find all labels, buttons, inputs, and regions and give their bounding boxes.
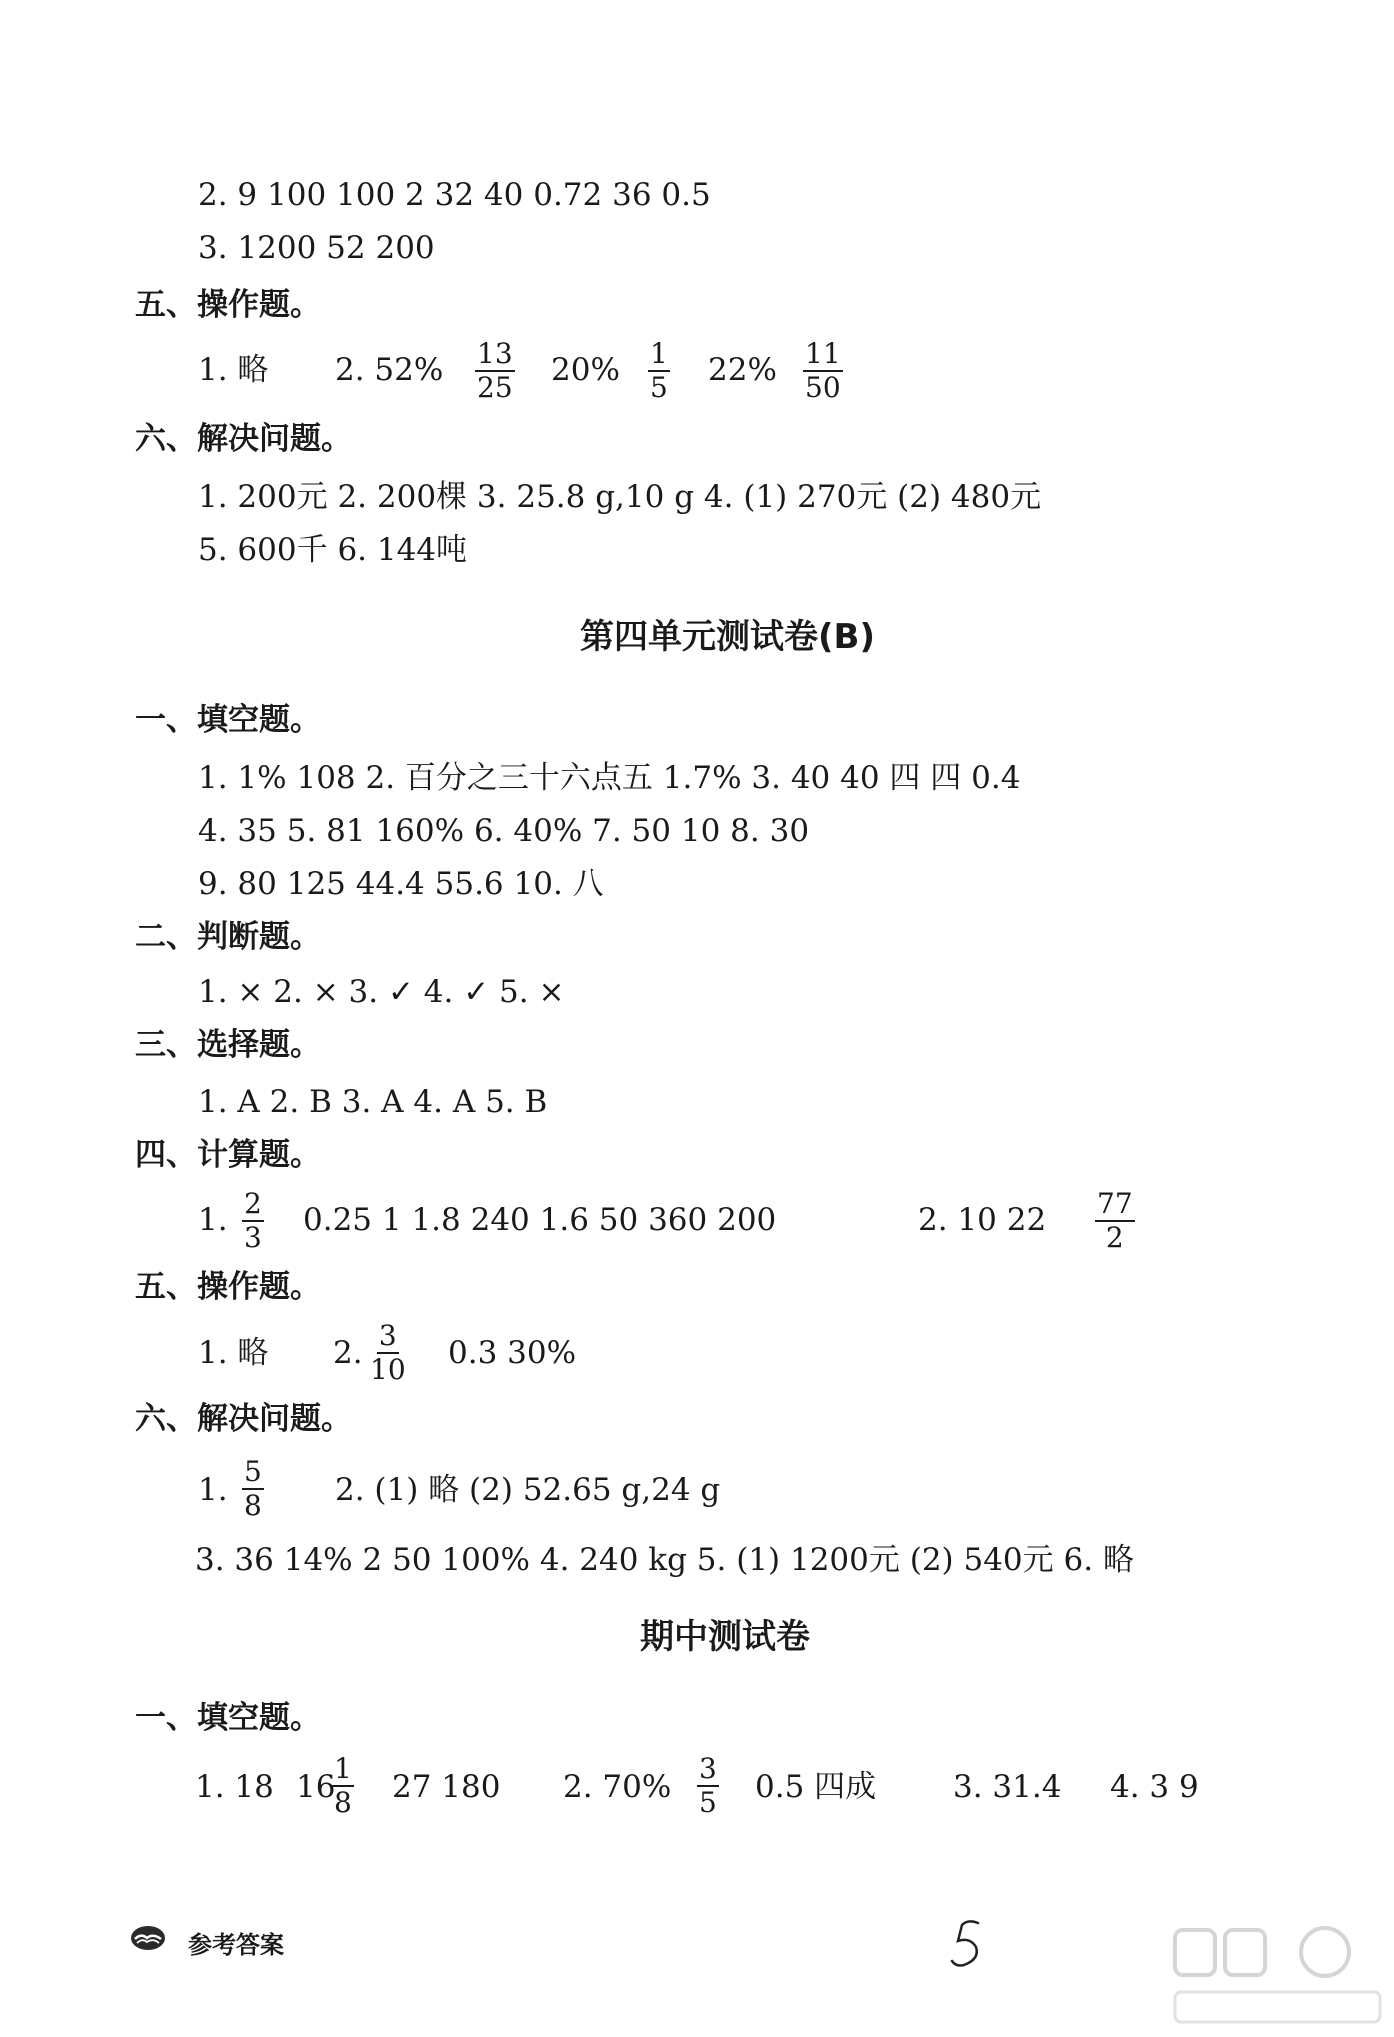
fraction <box>242 1455 264 1522</box>
fraction-denominator: 50 <box>805 371 841 404</box>
fraction-numerator: 3 <box>699 1752 717 1785</box>
fraction-denominator: 3 <box>244 1221 262 1254</box>
answer-item: 0.3 30% <box>448 1335 577 1371</box>
answer-line: 1. A 2. B 3. A 4. A 5. B <box>198 1084 548 1120</box>
mixed-number-whole: 16 <box>296 1769 336 1805</box>
answer-line-2: 2. 9 100 100 2 32 40 0.72 36 0.5 <box>198 177 711 213</box>
book-icon <box>130 1925 166 1951</box>
answer-item: 20% <box>551 352 620 388</box>
answer-item: 22% <box>708 352 777 388</box>
fraction-denominator: 5 <box>650 371 668 404</box>
answer-item: 1. 略 <box>198 352 269 388</box>
answer-line: 4. 35 5. 81 160% 6. 40% 7. 50 10 8. 30 <box>198 813 810 849</box>
fraction-numerator: 1 <box>650 337 668 370</box>
fraction-denominator: 8 <box>334 1786 352 1819</box>
section-heading-calc: 四、计算题。 <box>135 1137 321 1173</box>
fraction-numerator: 2 <box>244 1187 262 1220</box>
fraction-numerator: 5 <box>244 1455 262 1488</box>
answer-item: 1. <box>198 1202 228 1238</box>
answer-item: 4. 3 9 <box>1110 1769 1199 1805</box>
answer-item: 1. 略 <box>198 1335 269 1371</box>
answer-item: 2. <box>333 1335 363 1371</box>
answer-item: 2. 10 22 <box>918 1202 1047 1238</box>
fraction-numerator: 11 <box>805 337 841 370</box>
answer-line: 1. × 2. × 3. ✓ 4. ✓ 5. × <box>198 974 565 1010</box>
fraction-denominator: 2 <box>1105 1221 1124 1254</box>
fraction-numerator: 13 <box>477 337 513 370</box>
answer-item: 1. 18 <box>195 1769 274 1805</box>
fraction-denominator: 5 <box>699 1786 717 1819</box>
test-title-unit4b: 第四单元测试卷(B) <box>580 617 875 657</box>
answer-item: 0.5 四成 <box>755 1769 877 1805</box>
fraction-numerator: 77 <box>1097 1187 1133 1220</box>
fraction-numerator: 1 <box>334 1752 352 1785</box>
fraction-denominator: 10 <box>370 1353 406 1386</box>
fraction <box>370 1319 406 1386</box>
answer-line: 1. 1% 108 2. 百分之三十六点五 1.7% 3. 40 40 四 四 0.4 <box>198 760 1021 796</box>
answer-line: 9. 80 125 44.4 55.6 10. 八 <box>198 866 604 902</box>
answer-item: 2. (1) 略 (2) 52.65 g,24 g <box>335 1472 721 1508</box>
answer-item: 1. <box>198 1472 228 1508</box>
answer-line-3: 3. 1200 52 200 <box>198 230 435 266</box>
fraction <box>475 337 515 404</box>
fraction <box>1095 1187 1135 1254</box>
answer-item: 0.25 1 1.8 240 1.6 50 360 200 <box>303 1202 777 1238</box>
answer-item: 27 180 <box>392 1769 501 1805</box>
section-heading-fill: 一、填空题。 <box>135 1700 321 1736</box>
section-heading-operation: 五、操作题。 <box>135 287 321 323</box>
section-heading-judge: 二、判断题。 <box>135 919 321 955</box>
section-heading-choice: 三、选择题。 <box>135 1027 321 1063</box>
fraction <box>648 337 670 404</box>
fraction <box>697 1752 719 1819</box>
fraction-denominator: 8 <box>244 1489 262 1522</box>
answer-line: 5. 600千 6. 144吨 <box>198 532 468 568</box>
fraction <box>242 1187 264 1254</box>
answer-item: 3. 31.4 <box>953 1769 1062 1805</box>
fraction <box>332 1752 354 1819</box>
section-heading-solve: 六、解决问题。 <box>135 421 352 457</box>
fraction-numerator: 3 <box>378 1319 397 1352</box>
test-title-midterm: 期中测试卷 <box>640 1617 810 1657</box>
section-heading-solve: 六、解决问题。 <box>135 1401 352 1437</box>
fraction-denominator: 25 <box>477 371 513 404</box>
footer-label: 参考答案 <box>188 1931 284 1959</box>
section-heading-fill: 一、填空题。 <box>135 702 321 738</box>
answer-line: 3. 36 14% 2 50 100% 4. 240 kg 5. (1) 1200元 (2) 540元 6. 略 <box>195 1542 1134 1578</box>
section-heading-operation: 五、操作题。 <box>135 1269 321 1305</box>
answer-item: 2. 70% <box>563 1769 672 1805</box>
handwritten-page-mark <box>940 1915 1000 1975</box>
fraction <box>803 337 843 404</box>
answer-line: 1. 200元 2. 200棵 3. 25.8 g,10 g 4. (1) 270元 (2) 480元 <box>198 479 1042 515</box>
answer-item: 2. 52% <box>335 352 444 388</box>
watermark-logo <box>1170 1920 1385 2030</box>
